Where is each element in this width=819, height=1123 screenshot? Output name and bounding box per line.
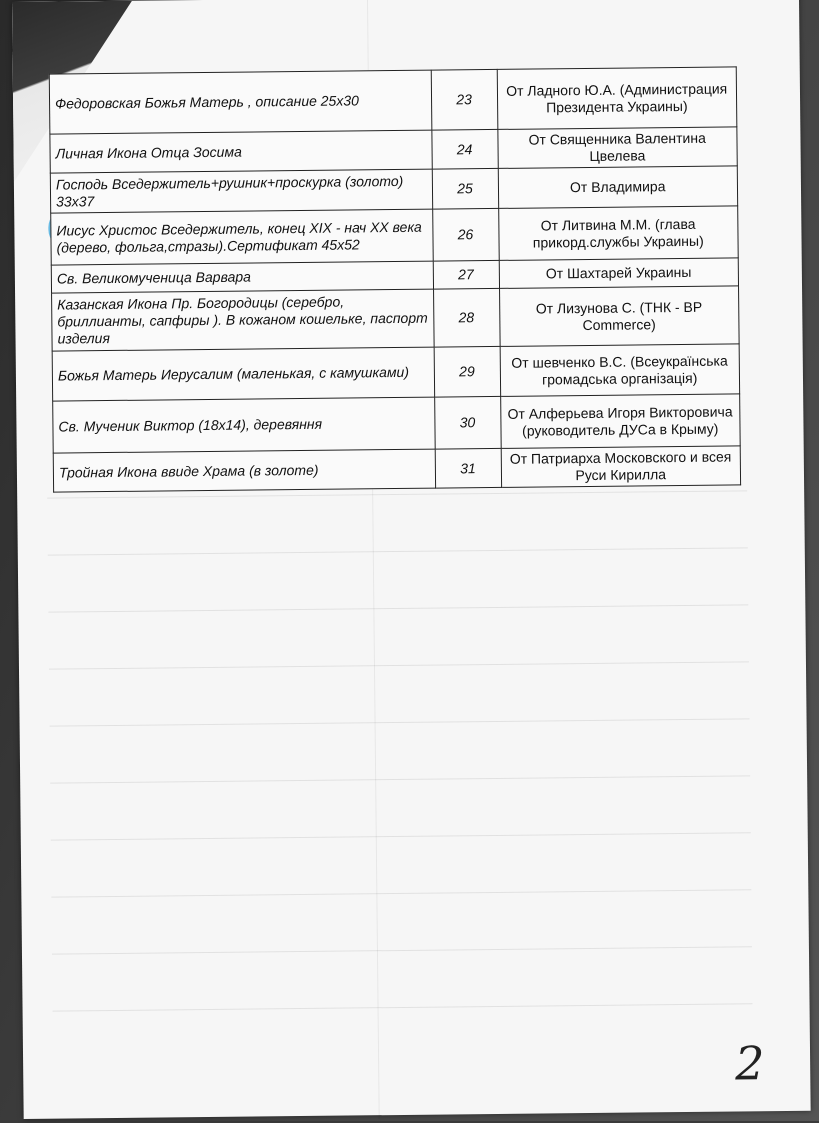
icon-name-cell: Личная Икона Отца Зосима [50, 130, 432, 173]
table-row [52, 286, 740, 351]
table-row [53, 446, 740, 492]
donor-cell: От Алферьева Игоря Викторовича (руководитель ДУСа в Крыму) [500, 394, 740, 449]
icon-name-cell: Божья Матерь Иерусалим (маленькая, с камушками) [52, 347, 434, 401]
icon-number-cell: 29 [434, 346, 500, 397]
document-page [12, 0, 811, 1119]
icon-name-cell: Казанская Икона Пр. Богородицы (серебро, бриллианты, сапфиры ). В кожаном кошельке, паспорт изделия [52, 289, 434, 351]
icon-number-cell: 23 [431, 69, 498, 130]
table-row [53, 394, 741, 453]
icons-table [49, 66, 741, 492]
icon-name-cell: Св. Великомученица Варвара [51, 261, 433, 293]
table-row [52, 344, 739, 401]
icon-number-cell: 31 [435, 448, 501, 488]
bleed-through-table [47, 434, 753, 1001]
icon-number-cell: 26 [432, 208, 498, 261]
donor-cell: От шевченко В.С. (Всеукраїнська громадська організація) [500, 344, 740, 397]
icon-number-cell: 25 [432, 168, 498, 209]
icon-name-cell: Федоровская Божья Матерь , описание 25х30 [49, 70, 431, 134]
donor-cell: От Владимира [498, 166, 738, 209]
donor-cell: От Священника Валентина Цвелева [497, 127, 737, 169]
donor-cell: От Шахтарей Украины [499, 258, 739, 289]
donor-cell: От Ладного Ю.А. (Администрация Президента Украины) [497, 67, 737, 130]
icon-number-cell: 27 [433, 260, 499, 289]
donor-cell: От Патриарха Московского и всея Руси Кирилла [501, 446, 741, 488]
donor-cell: От Литвина М.М. (глава прикорд.службы Украины) [498, 206, 738, 261]
icon-number-cell: 30 [434, 396, 500, 449]
icon-number-cell: 24 [431, 129, 497, 169]
donor-cell: От Лизунова С. (ТНК - ВР Commerce) [499, 286, 739, 347]
icon-name-cell: Господь Вседержитель+рушник+проскурка (золото) 33х37 [50, 169, 432, 213]
table-row-highlighted [51, 206, 739, 265]
icon-name-cell: Иисус Христос Вседержитель, конец XIX - нач XX века (дерево, фольга,стразы).Сертификат 45х52 [51, 209, 433, 265]
icon-name-cell: Св. Мученик Виктор (18х14), деревяння [53, 397, 435, 453]
table-row [49, 67, 737, 134]
icon-number-cell: 28 [433, 288, 500, 347]
icon-name-cell: Тройная Икона ввиде Храма (в золоте) [53, 449, 435, 492]
handwritten-page-number: 2 [734, 1036, 765, 1091]
